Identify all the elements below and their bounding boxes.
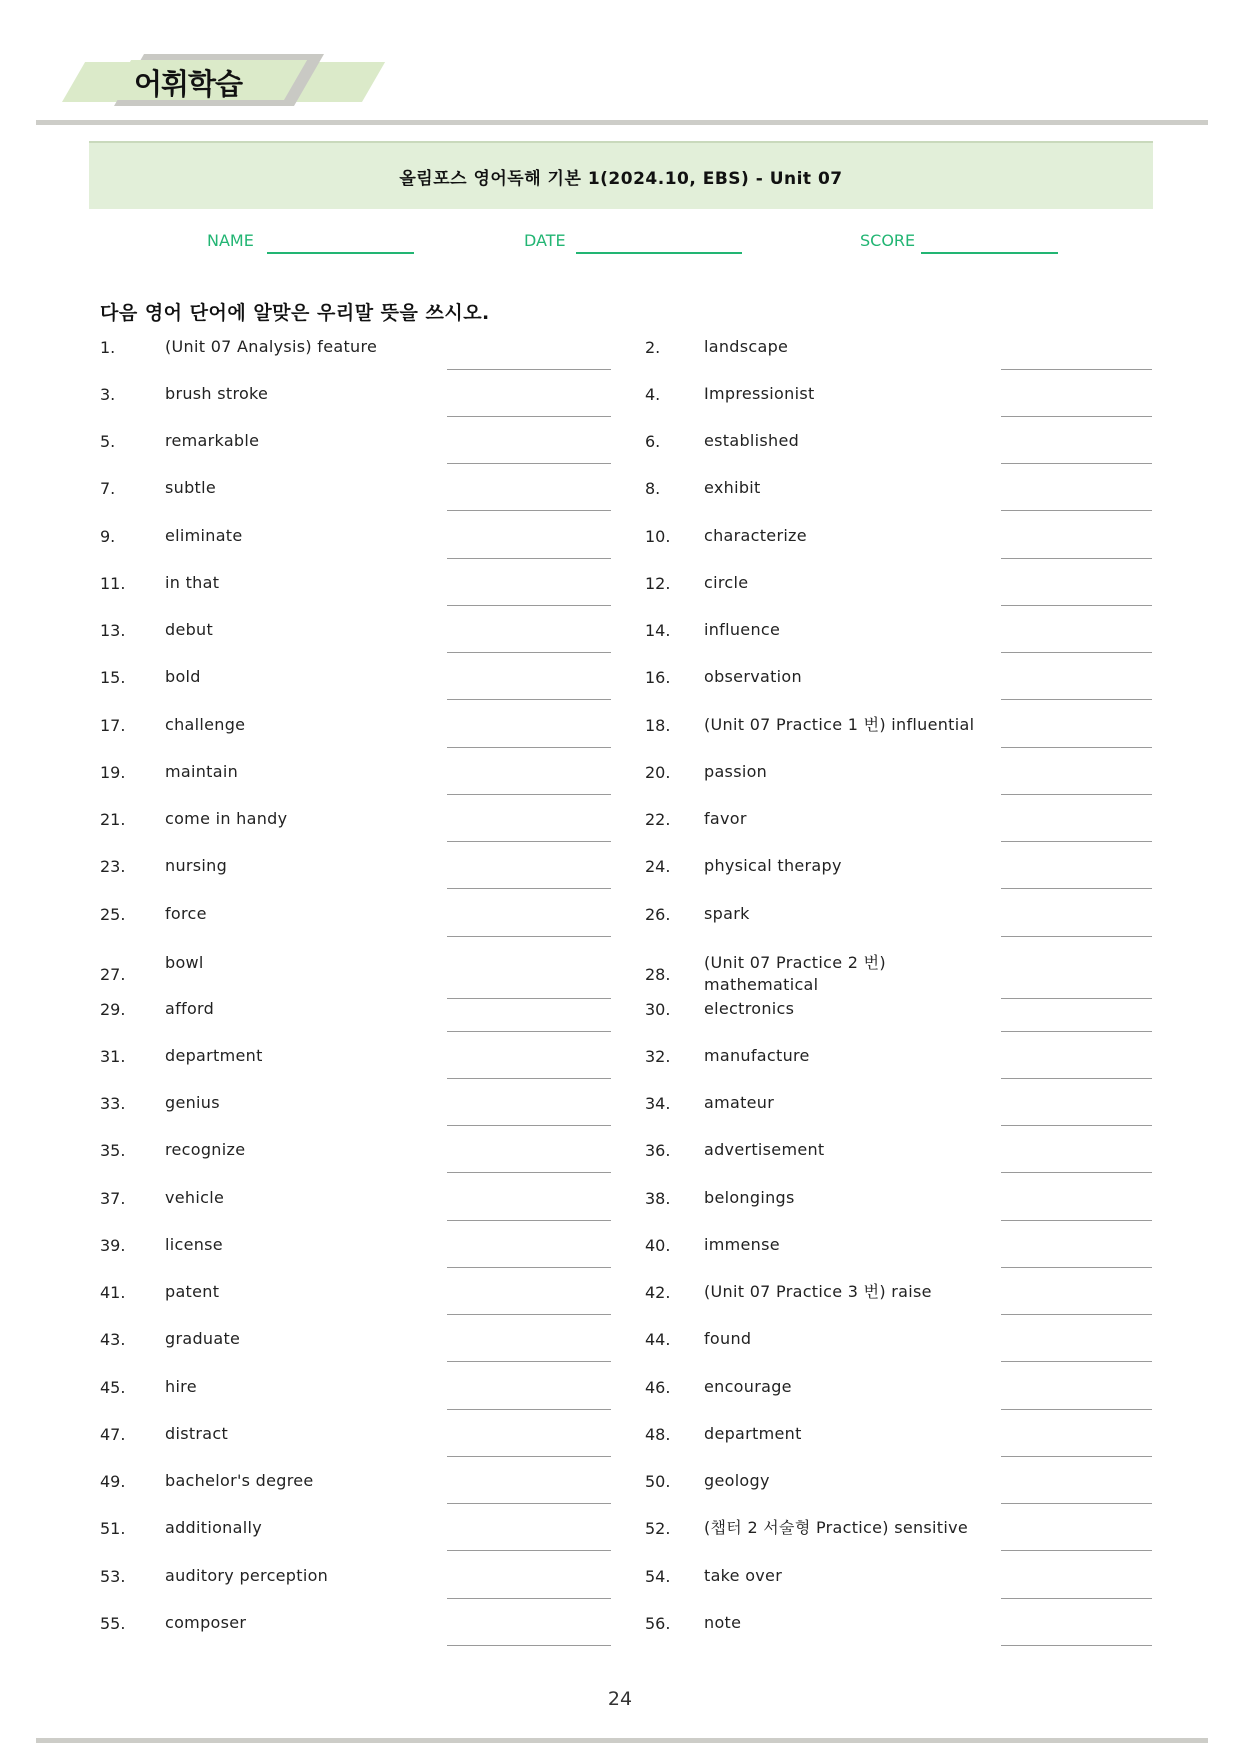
item-number: 14. bbox=[645, 621, 671, 640]
item-row bbox=[0, 1559, 1240, 1606]
item-number: 4. bbox=[645, 385, 661, 404]
item-word: spark bbox=[704, 904, 750, 923]
answer-line[interactable] bbox=[447, 841, 611, 842]
score-label: SCORE bbox=[860, 231, 916, 250]
item-word: (Unit 07 Practice 2 번) mathematical bbox=[704, 953, 886, 994]
item-number: 45. bbox=[100, 1378, 126, 1397]
item-row bbox=[0, 330, 1240, 377]
item-row bbox=[0, 1275, 1240, 1322]
item-number: 8. bbox=[645, 479, 661, 498]
item-number: 35. bbox=[100, 1141, 126, 1160]
item-number: 55. bbox=[100, 1614, 126, 1633]
answer-line[interactable] bbox=[1001, 1172, 1152, 1173]
item-word: vehicle bbox=[165, 1188, 225, 1207]
header-banner bbox=[62, 52, 362, 114]
item-word: brush stroke bbox=[165, 384, 269, 403]
item-word: influence bbox=[704, 620, 781, 639]
answer-line[interactable] bbox=[1001, 1503, 1152, 1504]
item-word: electronics bbox=[704, 999, 795, 1018]
item-word: distract bbox=[165, 1424, 229, 1443]
item-word: physical therapy bbox=[704, 856, 842, 875]
item-word: (챕터 2 서술형 Practice) sensitive bbox=[704, 1518, 969, 1537]
item-number: 28. bbox=[645, 965, 671, 984]
item-number: 32. bbox=[645, 1047, 671, 1066]
answer-line[interactable] bbox=[447, 1645, 611, 1646]
answer-line[interactable] bbox=[447, 1409, 611, 1410]
answer-line[interactable] bbox=[447, 1456, 611, 1457]
item-word: (Unit 07 Analysis) feature bbox=[165, 337, 378, 356]
instruction: 다음 영어 단어에 알맞은 우리말 뜻을 쓰시오. bbox=[100, 302, 490, 324]
answer-line[interactable] bbox=[447, 794, 611, 795]
item-word: department bbox=[704, 1424, 802, 1443]
item-number: 23. bbox=[100, 857, 126, 876]
answer-line[interactable] bbox=[447, 699, 611, 700]
item-word: department bbox=[165, 1046, 263, 1065]
item-number: 12. bbox=[645, 574, 671, 593]
item-number: 40. bbox=[645, 1236, 671, 1255]
item-number: 48. bbox=[645, 1425, 671, 1444]
item-number: 38. bbox=[645, 1189, 671, 1208]
item-number: 53. bbox=[100, 1567, 126, 1586]
answer-line[interactable] bbox=[447, 1361, 611, 1362]
item-word: remarkable bbox=[165, 431, 260, 450]
item-row bbox=[0, 1086, 1240, 1133]
item-number: 47. bbox=[100, 1425, 126, 1444]
item-number: 33. bbox=[100, 1094, 126, 1113]
top-divider bbox=[36, 120, 1208, 125]
item-word: note bbox=[704, 1613, 742, 1632]
item-row bbox=[0, 1464, 1240, 1511]
item-row bbox=[0, 944, 1240, 994]
item-word: (Unit 07 Practice 1 번) influential bbox=[704, 715, 975, 734]
answer-line[interactable] bbox=[447, 652, 611, 653]
answer-line[interactable] bbox=[447, 747, 611, 748]
item-row bbox=[0, 1181, 1240, 1228]
item-word: nursing bbox=[165, 856, 228, 875]
item-number: 11. bbox=[100, 574, 126, 593]
answer-line[interactable] bbox=[1001, 416, 1152, 417]
item-number: 22. bbox=[645, 810, 671, 829]
item-number: 20. bbox=[645, 763, 671, 782]
answer-line[interactable] bbox=[447, 510, 611, 511]
item-word: encourage bbox=[704, 1377, 792, 1396]
item-row bbox=[0, 755, 1240, 802]
item-row bbox=[0, 708, 1240, 755]
answer-line[interactable] bbox=[1001, 794, 1152, 795]
item-number: 10. bbox=[645, 527, 671, 546]
item-row bbox=[0, 1322, 1240, 1369]
answer-line[interactable] bbox=[447, 1267, 611, 1268]
answer-line[interactable] bbox=[447, 1125, 611, 1126]
answer-line[interactable] bbox=[447, 558, 611, 559]
item-number: 50. bbox=[645, 1472, 671, 1491]
item-row bbox=[0, 897, 1240, 944]
item-number: 29. bbox=[100, 1000, 126, 1019]
answer-line[interactable] bbox=[1001, 369, 1152, 370]
item-word: take over bbox=[704, 1566, 783, 1585]
item-word: characterize bbox=[704, 526, 807, 545]
item-word: bachelor's degree bbox=[165, 1471, 314, 1490]
item-number: 41. bbox=[100, 1283, 126, 1302]
date-label: DATE bbox=[524, 231, 566, 250]
item-number: 6. bbox=[645, 432, 661, 451]
answer-line[interactable] bbox=[1001, 1550, 1152, 1551]
item-word: afford bbox=[165, 999, 215, 1018]
answer-line[interactable] bbox=[1001, 652, 1152, 653]
item-number: 5. bbox=[100, 432, 116, 451]
item-row bbox=[0, 660, 1240, 707]
answer-line[interactable] bbox=[447, 1314, 611, 1315]
answer-line[interactable] bbox=[1001, 841, 1152, 842]
item-word: force bbox=[165, 904, 207, 923]
answer-line[interactable] bbox=[447, 416, 611, 417]
item-number: 9. bbox=[100, 527, 116, 546]
item-word: come in handy bbox=[165, 809, 288, 828]
item-number: 42. bbox=[645, 1283, 671, 1302]
item-word: advertisement bbox=[704, 1140, 825, 1159]
item-number: 30. bbox=[645, 1000, 671, 1019]
answer-line[interactable] bbox=[1001, 747, 1152, 748]
item-number: 17. bbox=[100, 716, 126, 735]
item-number: 24. bbox=[645, 857, 671, 876]
answer-line[interactable] bbox=[447, 1598, 611, 1599]
answer-line[interactable] bbox=[1001, 1456, 1152, 1457]
item-number: 18. bbox=[645, 716, 671, 735]
date-field[interactable] bbox=[576, 252, 742, 254]
answer-line[interactable] bbox=[1001, 1314, 1152, 1315]
item-word: additionally bbox=[165, 1518, 262, 1537]
item-word: graduate bbox=[165, 1329, 241, 1348]
answer-line[interactable] bbox=[447, 888, 611, 889]
answer-line[interactable] bbox=[1001, 1361, 1152, 1362]
item-number: 46. bbox=[645, 1378, 671, 1397]
answer-line[interactable] bbox=[1001, 1645, 1152, 1646]
item-number: 1. bbox=[100, 338, 116, 357]
answer-line[interactable] bbox=[1001, 1078, 1152, 1079]
answer-line[interactable] bbox=[1001, 605, 1152, 606]
item-word: amateur bbox=[704, 1093, 775, 1112]
answer-line[interactable] bbox=[447, 369, 611, 370]
item-number: 44. bbox=[645, 1330, 671, 1349]
item-number: 27. bbox=[100, 965, 126, 984]
item-word: genius bbox=[165, 1093, 220, 1112]
item-number: 56. bbox=[645, 1614, 671, 1633]
item-word: auditory perception bbox=[165, 1566, 329, 1585]
answer-line[interactable] bbox=[1001, 888, 1152, 889]
item-row bbox=[0, 1417, 1240, 1464]
item-word: challenge bbox=[165, 715, 246, 734]
item-number: 21. bbox=[100, 810, 126, 829]
item-number: 13. bbox=[100, 621, 126, 640]
answer-line[interactable] bbox=[447, 1220, 611, 1221]
item-row bbox=[0, 992, 1240, 1039]
item-number: 39. bbox=[100, 1236, 126, 1255]
item-word: license bbox=[165, 1235, 223, 1254]
answer-line[interactable] bbox=[1001, 1031, 1152, 1032]
answer-line[interactable] bbox=[447, 1078, 611, 1079]
worksheet-title: 올림포스 영어독해 기본 1(2024.10, EBS) - Unit 07 bbox=[399, 168, 843, 189]
answer-line[interactable] bbox=[1001, 1598, 1152, 1599]
item-word: bold bbox=[165, 667, 201, 686]
answer-line[interactable] bbox=[447, 1031, 611, 1032]
item-number: 15. bbox=[100, 668, 126, 687]
item-number: 25. bbox=[100, 905, 126, 924]
item-number: 7. bbox=[100, 479, 116, 498]
answer-line[interactable] bbox=[1001, 936, 1152, 937]
answer-line[interactable] bbox=[1001, 1409, 1152, 1410]
item-row bbox=[0, 424, 1240, 471]
item-number: 37. bbox=[100, 1189, 126, 1208]
item-word: established bbox=[704, 431, 800, 450]
item-word: found bbox=[704, 1329, 752, 1348]
item-word: manufacture bbox=[704, 1046, 810, 1065]
item-number: 31. bbox=[100, 1047, 126, 1066]
item-row bbox=[0, 519, 1240, 566]
item-number: 26. bbox=[645, 905, 671, 924]
item-row bbox=[0, 613, 1240, 660]
item-word: passion bbox=[704, 762, 768, 781]
item-word: recognize bbox=[165, 1140, 246, 1159]
item-number: 19. bbox=[100, 763, 126, 782]
item-word: (Unit 07 Practice 3 번) raise bbox=[704, 1282, 932, 1301]
item-number: 52. bbox=[645, 1519, 671, 1538]
answer-line[interactable] bbox=[1001, 558, 1152, 559]
item-row bbox=[0, 377, 1240, 424]
item-word: bowl bbox=[165, 953, 204, 972]
item-word: composer bbox=[165, 1613, 247, 1632]
item-word: exhibit bbox=[704, 478, 761, 497]
answer-line[interactable] bbox=[1001, 510, 1152, 511]
item-word: hire bbox=[165, 1377, 197, 1396]
item-word: belongings bbox=[704, 1188, 795, 1207]
item-word: geology bbox=[704, 1471, 770, 1490]
item-number: 54. bbox=[645, 1567, 671, 1586]
item-word: in that bbox=[165, 573, 220, 592]
answer-line[interactable] bbox=[447, 1172, 611, 1173]
name-label: NAME bbox=[207, 231, 254, 250]
answer-line[interactable] bbox=[1001, 699, 1152, 700]
item-row bbox=[0, 471, 1240, 518]
item-row bbox=[0, 1228, 1240, 1275]
item-number: 36. bbox=[645, 1141, 671, 1160]
item-word: circle bbox=[704, 573, 749, 592]
item-number: 34. bbox=[645, 1094, 671, 1113]
item-word: favor bbox=[704, 809, 747, 828]
item-row bbox=[0, 1606, 1240, 1653]
item-row bbox=[0, 802, 1240, 849]
answer-line[interactable] bbox=[1001, 1220, 1152, 1221]
item-number: 2. bbox=[645, 338, 661, 357]
item-word: patent bbox=[165, 1282, 220, 1301]
item-word: debut bbox=[165, 620, 214, 639]
item-row bbox=[0, 566, 1240, 613]
info-row bbox=[0, 228, 1240, 258]
item-word: subtle bbox=[165, 478, 216, 497]
section-title: 어휘학습 bbox=[134, 67, 243, 101]
item-word: eliminate bbox=[165, 526, 243, 545]
name-field[interactable] bbox=[267, 252, 414, 254]
bottom-divider bbox=[36, 1738, 1208, 1743]
answer-line[interactable] bbox=[447, 463, 611, 464]
answer-line[interactable] bbox=[447, 1503, 611, 1504]
item-word: Impressionist bbox=[704, 384, 815, 403]
item-word: immense bbox=[704, 1235, 780, 1254]
item-number: 43. bbox=[100, 1330, 126, 1349]
answer-line[interactable] bbox=[1001, 1125, 1152, 1126]
item-row bbox=[0, 1039, 1240, 1086]
page-number: 24 bbox=[607, 1688, 633, 1710]
item-number: 3. bbox=[100, 385, 116, 404]
item-number: 16. bbox=[645, 668, 671, 687]
item-row bbox=[0, 1370, 1240, 1417]
item-row bbox=[0, 1133, 1240, 1180]
item-row bbox=[0, 1511, 1240, 1558]
score-field[interactable] bbox=[921, 252, 1058, 254]
answer-line[interactable] bbox=[447, 1550, 611, 1551]
item-row bbox=[0, 849, 1240, 896]
worksheet-title-box bbox=[89, 141, 1153, 209]
item-word: observation bbox=[704, 667, 802, 686]
answer-line[interactable] bbox=[1001, 1267, 1152, 1268]
item-word: landscape bbox=[704, 337, 789, 356]
item-word: maintain bbox=[165, 762, 239, 781]
item-number: 51. bbox=[100, 1519, 126, 1538]
answer-line[interactable] bbox=[447, 936, 611, 937]
answer-line[interactable] bbox=[447, 605, 611, 606]
answer-line[interactable] bbox=[1001, 463, 1152, 464]
item-number: 49. bbox=[100, 1472, 126, 1491]
